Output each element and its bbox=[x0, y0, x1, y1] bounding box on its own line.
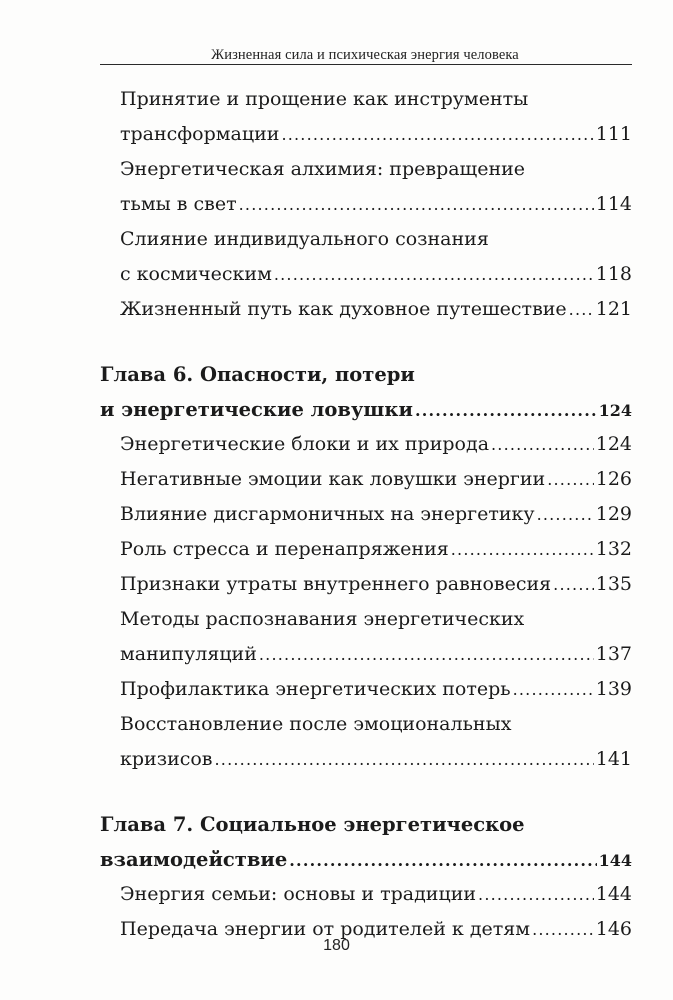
section-gap bbox=[100, 327, 632, 357]
toc-entry bbox=[100, 602, 632, 637]
dot-leader bbox=[451, 532, 594, 567]
entry-page-number: 121 bbox=[595, 298, 632, 320]
page-number: 180 bbox=[323, 937, 350, 954]
entry-page-number: 124 bbox=[598, 401, 632, 420]
entry-title: кризисов bbox=[120, 748, 213, 770]
toc-entry bbox=[100, 497, 632, 532]
dot-leader bbox=[513, 672, 594, 707]
chapter-entry bbox=[100, 392, 632, 427]
toc-entry bbox=[100, 742, 632, 777]
toc-entry bbox=[100, 152, 632, 187]
entry-page-number: 135 bbox=[595, 573, 632, 595]
entry-title: Профилактика энергетических потерь bbox=[120, 678, 511, 700]
entry-title: Передача энергии от родителей к детям bbox=[120, 918, 531, 940]
chapter-title: и энергетические ловушки bbox=[100, 398, 413, 421]
toc-entry bbox=[100, 877, 632, 912]
dot-leader bbox=[289, 843, 596, 878]
entry-page-number: 126 bbox=[595, 468, 632, 490]
toc-entry bbox=[100, 672, 632, 707]
entry-title: Негативные эмоции как ловушки энергии bbox=[120, 468, 546, 490]
chapter-title: взаимодействие bbox=[100, 848, 288, 871]
entry-title: Энергия семьи: основы и традиции bbox=[120, 883, 477, 905]
dot-leader bbox=[215, 742, 594, 777]
toc-entry bbox=[100, 222, 632, 257]
dot-leader bbox=[239, 187, 594, 222]
running-header: Жизненная сила и психическая энергия человека bbox=[211, 47, 519, 63]
entry-title: тьмы в свет bbox=[120, 193, 237, 215]
toc-entry bbox=[100, 532, 632, 567]
entry-title: Слияние индивидуального сознания bbox=[120, 228, 489, 250]
entry-title: с космическим bbox=[120, 263, 272, 285]
entry-title: трансформации bbox=[120, 123, 280, 145]
entry-page-number: 141 bbox=[595, 748, 632, 770]
toc-entry bbox=[100, 567, 632, 602]
entry-title: Признаки утраты внутреннего равновесия bbox=[120, 573, 552, 595]
dot-leader bbox=[547, 462, 594, 497]
chapter-entry bbox=[100, 357, 632, 392]
toc-entry bbox=[100, 427, 632, 462]
toc-entry bbox=[100, 637, 632, 672]
entry-page-number: 132 bbox=[595, 538, 632, 560]
dot-leader bbox=[569, 292, 594, 327]
entry-title: Методы распознавания энергетических bbox=[120, 608, 525, 630]
entry-page-number: 139 bbox=[595, 678, 632, 700]
toc-entry bbox=[100, 292, 632, 327]
dot-leader bbox=[281, 117, 593, 152]
dot-leader bbox=[537, 497, 594, 532]
section-gap bbox=[100, 777, 632, 807]
dot-leader bbox=[478, 877, 594, 912]
toc-entry bbox=[100, 257, 632, 292]
dot-leader bbox=[274, 257, 594, 292]
entry-title: Роль стресса и перенапряжения bbox=[120, 538, 449, 560]
table-of-contents bbox=[100, 82, 632, 947]
dot-leader bbox=[259, 637, 594, 672]
toc-entry bbox=[100, 82, 632, 117]
entry-title: Восстановление после эмоциональных bbox=[120, 713, 512, 735]
entry-title: Энергетическая алхимия: превращение bbox=[120, 158, 526, 180]
toc-entry bbox=[100, 187, 632, 222]
entry-page-number: 111 bbox=[595, 123, 632, 145]
toc-entry bbox=[100, 117, 632, 152]
entry-title: Принятие и прощение как инструменты bbox=[120, 88, 529, 110]
chapter-entry bbox=[100, 807, 632, 842]
entry-title: Жизненный путь как духовное путешествие bbox=[120, 298, 567, 320]
chapter-entry bbox=[100, 842, 632, 877]
entry-title: Энергетические блоки и их природа bbox=[120, 433, 490, 455]
entry-page-number: 114 bbox=[595, 193, 632, 215]
entry-title: Влияние дисгармоничных на энергетику bbox=[120, 503, 535, 525]
chapter-title: Глава 7. Социальное энергетическое bbox=[100, 813, 525, 836]
entry-title: манипуляций bbox=[120, 643, 257, 665]
dot-leader bbox=[491, 427, 594, 462]
header-rule bbox=[100, 64, 632, 65]
entry-page-number: 144 bbox=[595, 883, 632, 905]
entry-page-number: 137 bbox=[595, 643, 632, 665]
dot-leader bbox=[415, 393, 597, 428]
toc-entry bbox=[100, 707, 632, 742]
entry-page-number: 129 bbox=[595, 503, 632, 525]
entry-page-number: 146 bbox=[595, 918, 632, 940]
chapter-title: Глава 6. Опасности, потери bbox=[100, 363, 415, 386]
entry-page-number: 118 bbox=[595, 263, 632, 285]
entry-page-number: 144 bbox=[598, 851, 632, 870]
toc-entry bbox=[100, 462, 632, 497]
dot-leader bbox=[553, 567, 594, 602]
entry-page-number: 124 bbox=[595, 433, 632, 455]
